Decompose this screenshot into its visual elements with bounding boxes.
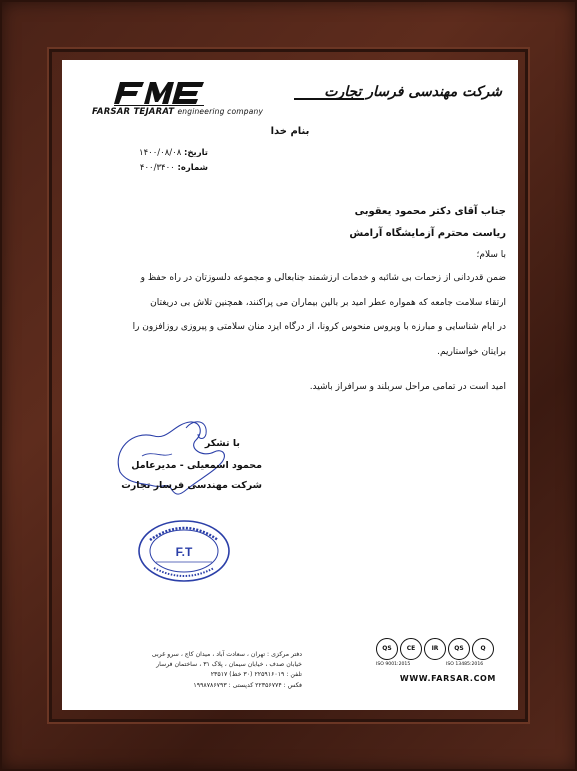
fme-logo-mark xyxy=(114,80,206,106)
body-line: در ایام شناسایی و مبارزه با ویروس منحوس کرونا، از درگاه ایزد منان سلامتی و پیروزی روزافزون را xyxy=(132,322,506,332)
iso-cert-icon: QS xyxy=(376,638,398,660)
quality-mark-icon: Q xyxy=(472,638,494,660)
svg-text:F.T: F.T xyxy=(175,545,193,559)
signature-thanks: با تشکر xyxy=(204,438,240,449)
letter-paper xyxy=(62,60,518,710)
standard-mark-icon: IR xyxy=(424,638,446,660)
body-line: برایتان خواستاریم. xyxy=(437,346,506,357)
signature-company: شرکت مهندسی فرسار تجارت xyxy=(121,480,262,491)
letter-meta xyxy=(98,146,208,176)
addressee-title: ریاست محترم آزمایشگاه آرامش xyxy=(349,228,506,239)
letter-body xyxy=(74,266,506,364)
footer-line: دفتر مرکزی : تهران ، سعادت آباد ، میدان کاج ، سرو غربی xyxy=(151,651,302,658)
iso-cert-icon-2: QS xyxy=(448,638,470,660)
logo-name: FARSAR TEJARAT xyxy=(92,107,175,117)
closing-line: امید است در تمامی مراحل سربلند و سرافراز باشید. xyxy=(309,382,506,392)
basmala-heading: بنام خدا xyxy=(270,126,310,137)
footer-line: تلفن : ۲۲۵۹۱۶۰۱۹ (۳۰ خط) ۲۳۵۱۷ xyxy=(210,671,302,679)
cert-label: ISO 9001:2015 xyxy=(376,662,411,667)
company-stamp xyxy=(136,518,232,584)
greeting: با سلام؛ xyxy=(476,250,506,260)
footer-line: خیابان صدف ، خیابان سیمان ، پلاک ۳۱ ، ساختمان فرسار xyxy=(156,661,302,669)
footer-contact xyxy=(102,650,302,691)
number-value: ۴۰۰/۳۴۰۰ xyxy=(139,163,175,173)
logo-text xyxy=(92,107,263,117)
body-line: ارتقاء سلامت جامعه که همواره عطر امید بر بالین بیماران می پراکنند، همچنین تلاش بی دریغتان xyxy=(150,297,506,308)
body-line: ضمن قدردانی از زحمات بی شائبه و خدمات ارزشمند جنابعالی و مجموعه دلسوزتان در راه حفظ و xyxy=(140,273,506,283)
company-logo xyxy=(92,80,264,128)
logo-subtext: engineering company xyxy=(177,107,264,116)
date-label: تاریخ: xyxy=(184,148,208,158)
brand-name-persian: شرکت مهندسی فرسار تجارت xyxy=(324,84,502,100)
cert-label: ISO 13485:2016 xyxy=(446,662,484,667)
number-row xyxy=(98,161,208,176)
number-label: شماره: xyxy=(177,163,208,173)
ce-mark-icon: CE xyxy=(400,638,422,660)
date-value: ۱۴۰۰/۰۸/۰۸ xyxy=(139,148,182,158)
signature-name-title: محمود اسمعیلی - مدیرعامل xyxy=(131,460,262,471)
footer-line: فکس : ۲۲۳۵۶۷۷۴ کدپستی : ۱۹۹۸۷۸۶۷۹۳ xyxy=(193,681,302,689)
website-text: WWW.FARSAR.COM xyxy=(399,674,496,683)
date-row xyxy=(98,146,208,161)
addressee: جناب آقای دکتر محمود یعقوبی xyxy=(354,206,506,217)
